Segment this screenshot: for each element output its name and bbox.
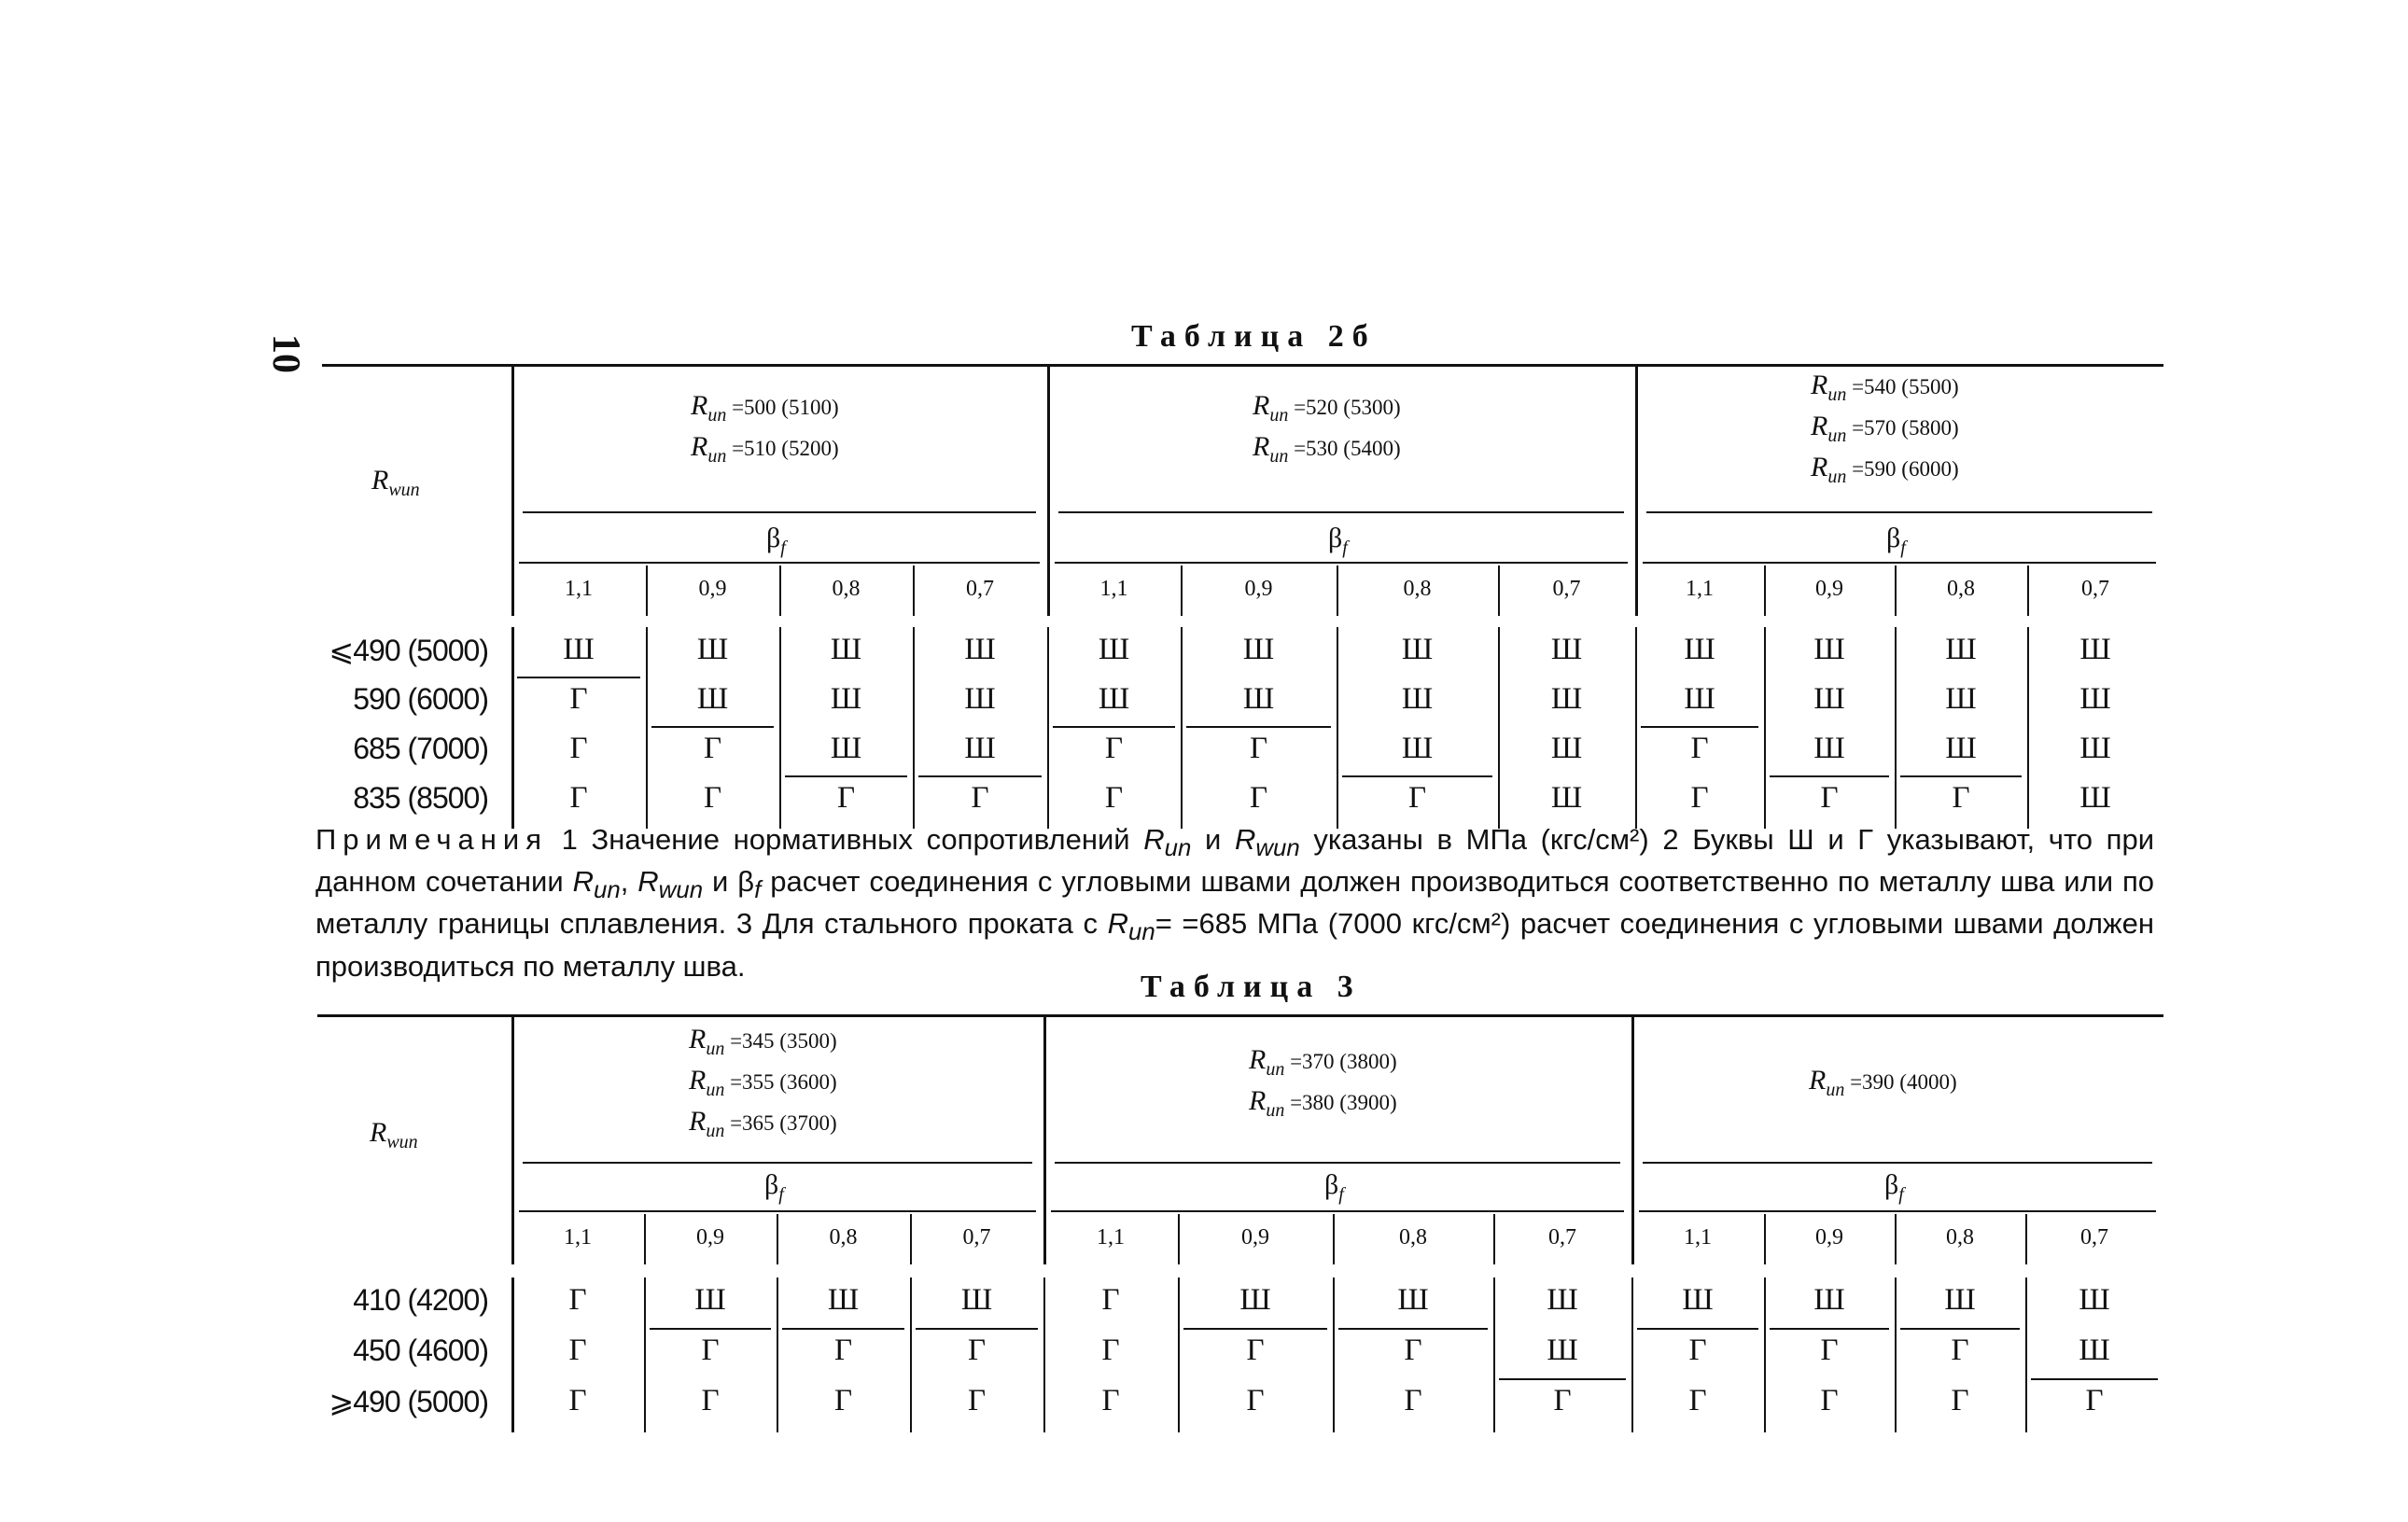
group-rvalue-label: $R_{un} =530$ (5400) (1253, 431, 1401, 467)
table-cell: Ш (827, 1283, 860, 1317)
boundary-rule (2031, 1378, 2158, 1380)
beta-column-divider (910, 1214, 912, 1264)
boundary-rule (650, 1328, 771, 1330)
table-cell: Ш (964, 682, 996, 716)
notes-r4: R (637, 865, 659, 899)
beta-rule (1639, 1210, 2156, 1212)
beta-f-label: $\beta_f$ (1324, 1169, 1344, 1205)
table-cell: Г (569, 781, 588, 815)
table-cell: Ш (1945, 732, 1977, 765)
row-label: ⩾490 (5000) (329, 1385, 488, 1418)
table-cell: Ш (1242, 682, 1275, 716)
boundary-rule (782, 1328, 904, 1330)
beta-value: 1,1 (1684, 1225, 1712, 1250)
row-label: ⩽490 (5000) (329, 634, 488, 667)
boundary-rule (1342, 775, 1492, 777)
table-cell: Г (1249, 732, 1268, 765)
notes-r1-sub: un (1164, 835, 1192, 862)
table-cell: Ш (1550, 732, 1583, 765)
table-cell: Г (967, 1333, 987, 1367)
group-rvalue-label: $R_{un} =500$ (5100) (691, 390, 839, 426)
group-rvalue-label: $R_{un} =520$ (5300) (1253, 390, 1401, 426)
body-column-divider (1047, 627, 1049, 829)
row-label: 410 (4200) (353, 1283, 488, 1317)
table-cell: Ш (2079, 732, 2111, 765)
row-header-divider-body (511, 1278, 514, 1432)
table-cell: Г (1820, 1384, 1839, 1417)
notes-r3: R (572, 865, 594, 899)
table-cell: Ш (563, 633, 595, 666)
notes-text-2: указаны в МПа (кгс/см²) 2 Буквы Ш и Г указывают, что при данном сочетании (315, 823, 2155, 899)
beta-value: 1,1 (564, 1225, 592, 1250)
beta-rule (519, 562, 1040, 564)
beta-column-divider (1764, 566, 1766, 616)
boundary-rule (1183, 1328, 1327, 1330)
group-rule (523, 1162, 1032, 1164)
body-column-divider (1178, 1278, 1180, 1432)
notes-text-3: расчет соединения с угловыми швами должен производиться соответственно по металлу шва или по металлу границы сплавления. 3 Для стального проката с (315, 865, 2154, 941)
beta-column-divider (913, 566, 915, 616)
beta-value: 0,7 (1552, 577, 1581, 601)
table-cell: Ш (1944, 1283, 1976, 1317)
body-column-divider (1493, 1278, 1495, 1432)
notes-r1: R (1143, 823, 1165, 856)
table-cell: Г (568, 1283, 587, 1317)
table-cell: Г (1553, 1384, 1572, 1417)
beta-value: 0,8 (832, 577, 861, 601)
table-cell: Г (701, 1384, 720, 1417)
boundary-rule (1770, 1328, 1889, 1330)
beta-column-divider (1635, 566, 1637, 616)
table-cell: Г (1101, 1283, 1120, 1317)
table-cell: Ш (1945, 633, 1977, 666)
beta-value: 1,1 (1686, 577, 1714, 601)
body-column-divider (1043, 1278, 1045, 1432)
table-cell: Г (569, 682, 588, 716)
notes-r5-sub: un (1127, 919, 1155, 946)
beta-value: 0,7 (1548, 1225, 1576, 1250)
beta-column-divider (1337, 566, 1338, 616)
table-2b-title: Таблица 2б (1131, 319, 1377, 354)
beta-value: 0,9 (1815, 577, 1843, 601)
row-label: 835 (8500) (353, 781, 488, 815)
table-cell: Ш (830, 633, 862, 666)
group-rule (1058, 511, 1624, 513)
beta-column-divider (1047, 566, 1049, 616)
table-cell: Г (1246, 1384, 1265, 1417)
table-cell: Ш (1547, 1333, 1578, 1367)
row-header-label: $R_{wun}$ (371, 465, 420, 500)
row-header-divider (511, 364, 514, 616)
table-cell: Ш (2079, 781, 2111, 815)
boundary-rule (651, 726, 774, 728)
table-cell: Ш (2079, 1283, 2110, 1317)
boundary-rule (1338, 1328, 1488, 1330)
table-cell: Г (1404, 1384, 1422, 1417)
table-cell: Ш (1813, 682, 1845, 716)
beta-column-divider (2027, 566, 2029, 616)
notes-beta-sub: f (754, 877, 762, 904)
row-header-divider-body (511, 627, 514, 829)
table-cell: Ш (1550, 781, 1583, 815)
beta-column-divider (1764, 1214, 1766, 1264)
table-cell: Ш (2079, 682, 2111, 716)
table-cell: Ш (1813, 732, 1845, 765)
boundary-rule (785, 775, 907, 777)
body-column-divider (1895, 1278, 1897, 1432)
table-cell: Ш (1550, 633, 1583, 666)
boundary-rule (916, 1328, 1038, 1330)
group-rvalue-label: $R_{un} =390$ (4000) (1809, 1065, 1957, 1100)
table-cell: Ш (964, 633, 996, 666)
boundary-rule (1637, 1328, 1758, 1330)
table-cell: Г (1820, 1333, 1839, 1367)
beta-value: 0,7 (2081, 577, 2109, 601)
group-rvalue-label: $R_{un} =345$ (3500) (689, 1024, 837, 1059)
body-column-divider (644, 1278, 646, 1432)
table-cell: Ш (1547, 1283, 1578, 1317)
table-cell: Ш (1682, 1283, 1714, 1317)
beta-f-label: $\beta_f$ (766, 523, 786, 558)
table-cell: Ш (1397, 1283, 1429, 1317)
table-cell: Ш (830, 682, 862, 716)
beta-column-divider (1493, 1214, 1495, 1264)
table-cell: Ш (1813, 633, 1845, 666)
table-cell: Г (569, 732, 588, 765)
table-cell: Г (703, 732, 722, 765)
beta-value: 0,9 (1815, 1225, 1843, 1250)
table-top-rule (317, 1014, 2163, 1017)
beta-column-divider (1895, 566, 1897, 616)
beta-f-label: $\beta_f$ (764, 1169, 784, 1205)
notes-r5: R (1107, 907, 1128, 941)
table-cell: Ш (694, 1283, 726, 1317)
notes-r2-sub: wun (1255, 835, 1300, 862)
beta-column-divider (1178, 1214, 1180, 1264)
table-cell: Ш (964, 732, 996, 765)
table-cell: Ш (830, 732, 862, 765)
notes-text-1: 1 Значение нормативных сопротивлений (547, 823, 1144, 856)
boundary-rule (1770, 775, 1889, 777)
beta-column-divider (2025, 1214, 2027, 1264)
beta-value: 0,9 (1241, 1225, 1269, 1250)
table-cell: Ш (1239, 1283, 1271, 1317)
table-cell: Г (1101, 1333, 1120, 1367)
beta-value: 1,1 (1099, 577, 1128, 601)
body-column-divider (2027, 627, 2029, 829)
group-rule (1055, 1162, 1620, 1164)
table-cell: Ш (1684, 633, 1715, 666)
notes-beta: β (737, 865, 755, 899)
beta-column-divider (646, 566, 648, 616)
group-rule (523, 511, 1036, 513)
group-rvalue-label: $R_{un} =380$ (3900) (1249, 1085, 1397, 1121)
notes-comma: , (620, 865, 638, 899)
table-cell: Г (1690, 732, 1709, 765)
beta-value: 0,9 (1244, 577, 1273, 601)
body-column-divider (1337, 627, 1338, 829)
beta-column-divider (1181, 566, 1183, 616)
beta-rule (1051, 1210, 1624, 1212)
beta-value: 0,7 (2080, 1225, 2108, 1250)
boundary-rule (1053, 726, 1175, 728)
row-label: 685 (7000) (353, 732, 488, 765)
beta-f-label: $\beta_f$ (1886, 523, 1906, 558)
table-cell: Ш (2079, 633, 2111, 666)
row-label: 450 (4600) (353, 1333, 488, 1367)
beta-value: 0,9 (696, 1225, 724, 1250)
beta-value: 0,8 (1403, 577, 1432, 601)
notes-and-1: и (1191, 823, 1235, 856)
table-cell: Г (1246, 1333, 1265, 1367)
table-cell: Г (568, 1333, 587, 1367)
table-notes (315, 823, 2154, 983)
beta-value: 1,1 (1097, 1225, 1125, 1250)
table-cell: Г (833, 1333, 853, 1367)
table-cell: Г (833, 1384, 853, 1417)
table-cell: Г (967, 1384, 987, 1417)
table-cell: Ш (1098, 633, 1130, 666)
boundary-rule (1499, 1378, 1626, 1380)
table-cell: Ш (1242, 633, 1275, 666)
beta-column-divider (779, 566, 781, 616)
table-cell: Ш (1401, 633, 1434, 666)
beta-value: 0,7 (962, 1225, 991, 1250)
body-column-divider (1333, 1278, 1335, 1432)
beta-column-divider (1631, 1214, 1633, 1264)
table-cell: Г (1951, 1333, 1969, 1367)
table-cell: Г (1951, 1384, 1969, 1417)
table-cell: Г (971, 781, 989, 815)
table-cell: Г (2085, 1384, 2104, 1417)
beta-value: 1,1 (565, 577, 593, 601)
boundary-rule (1186, 726, 1331, 728)
body-column-divider (1631, 1278, 1633, 1432)
table-cell: Г (1104, 732, 1124, 765)
body-column-divider (910, 1278, 912, 1432)
body-column-divider (1764, 1278, 1766, 1432)
group-rvalue-label: $R_{un} =365$ (3700) (689, 1106, 837, 1141)
table-cell: Ш (696, 682, 729, 716)
notes-text-4: = =685 МПа (7000 кгс/см²) расчет соединения с угловыми швами должен производиться по металлу шва. (315, 907, 2155, 983)
body-column-divider (1895, 627, 1897, 829)
body-column-divider (1181, 627, 1183, 829)
row-header-divider (511, 1014, 514, 1264)
body-column-divider (1498, 627, 1500, 829)
notes-r2: R (1234, 823, 1256, 856)
notes-r4-sub: wun (658, 877, 704, 904)
table-cell: Ш (960, 1283, 993, 1317)
table-cell: Ш (696, 633, 729, 666)
beta-value: 0,8 (1399, 1225, 1427, 1250)
table-cell: Г (1690, 781, 1709, 815)
table-cell: Г (1820, 781, 1839, 815)
boundary-rule (918, 775, 1042, 777)
body-column-divider (646, 627, 648, 829)
group-rule (1643, 1162, 2152, 1164)
beta-column-divider (644, 1214, 646, 1264)
table-cell: Ш (1813, 1283, 1845, 1317)
table-cell: Г (1101, 1384, 1120, 1417)
boundary-rule (1900, 1328, 2020, 1330)
notes-lead: Примечания (315, 823, 548, 856)
group-rvalue-label: $R_{un} =370$ (3800) (1249, 1044, 1397, 1080)
table-cell: Г (1249, 781, 1268, 815)
beta-column-divider (1333, 1214, 1335, 1264)
boundary-rule (1641, 726, 1758, 728)
boundary-rule (1900, 775, 2022, 777)
group-rvalue-label: $R_{un} =355$ (3600) (689, 1065, 837, 1100)
table-cell: Г (1104, 781, 1124, 815)
beta-f-label: $\beta_f$ (1884, 1169, 1904, 1205)
table-3-title: Таблица 3 (1141, 970, 1362, 1004)
beta-value: 0,8 (829, 1225, 858, 1250)
beta-column-divider (777, 1214, 778, 1264)
beta-column-divider (1895, 1214, 1897, 1264)
beta-value: 0,8 (1947, 577, 1975, 601)
table-cell: Ш (2079, 1333, 2110, 1367)
table-cell: Г (836, 781, 856, 815)
beta-value: 0,7 (966, 577, 994, 601)
body-column-divider (2025, 1278, 2027, 1432)
group-rvalue-label: $R_{un} =590$ (6000) (1811, 452, 1959, 487)
page-number: 10 (264, 334, 307, 373)
beta-rule (519, 1210, 1036, 1212)
table-cell: Ш (1098, 682, 1130, 716)
table-cell: Г (703, 781, 722, 815)
beta-value: 0,8 (1946, 1225, 1974, 1250)
table-cell: Г (1688, 1384, 1707, 1417)
table-cell: Г (568, 1384, 587, 1417)
table-cell: Г (1404, 1333, 1422, 1367)
beta-f-label: $\beta_f$ (1328, 523, 1348, 558)
beta-rule (1055, 562, 1628, 564)
notes-r3-sub: un (594, 877, 621, 904)
beta-column-divider (1498, 566, 1500, 616)
group-rule (1646, 511, 2152, 513)
group-rvalue-label: $R_{un} =540$ (5500) (1811, 370, 1959, 405)
body-column-divider (779, 627, 781, 829)
boundary-rule (517, 677, 640, 678)
table-cell: Ш (1401, 682, 1434, 716)
body-column-divider (777, 1278, 778, 1432)
beta-value: 0,9 (698, 577, 727, 601)
row-header-label: $R_{wun}$ (370, 1117, 418, 1152)
beta-column-divider (1043, 1214, 1045, 1264)
table-top-rule (322, 364, 2163, 367)
notes-and-2: и (703, 865, 738, 899)
table-cell: Г (1952, 781, 1970, 815)
table-cell: Ш (1550, 682, 1583, 716)
group-rvalue-label: $R_{un} =510$ (5200) (691, 431, 839, 467)
table-cell: Г (1688, 1333, 1707, 1367)
group-rvalue-label: $R_{un} =570$ (5800) (1811, 411, 1959, 446)
beta-rule (1643, 562, 2156, 564)
table-cell: Ш (1684, 682, 1715, 716)
body-column-divider (913, 627, 915, 829)
body-column-divider (1635, 627, 1637, 829)
table-cell: Г (701, 1333, 720, 1367)
body-column-divider (1764, 627, 1766, 829)
table-cell: Ш (1945, 682, 1977, 716)
table-cell: Ш (1401, 732, 1434, 765)
row-label: 590 (6000) (353, 682, 488, 716)
table-cell: Г (1407, 781, 1427, 815)
